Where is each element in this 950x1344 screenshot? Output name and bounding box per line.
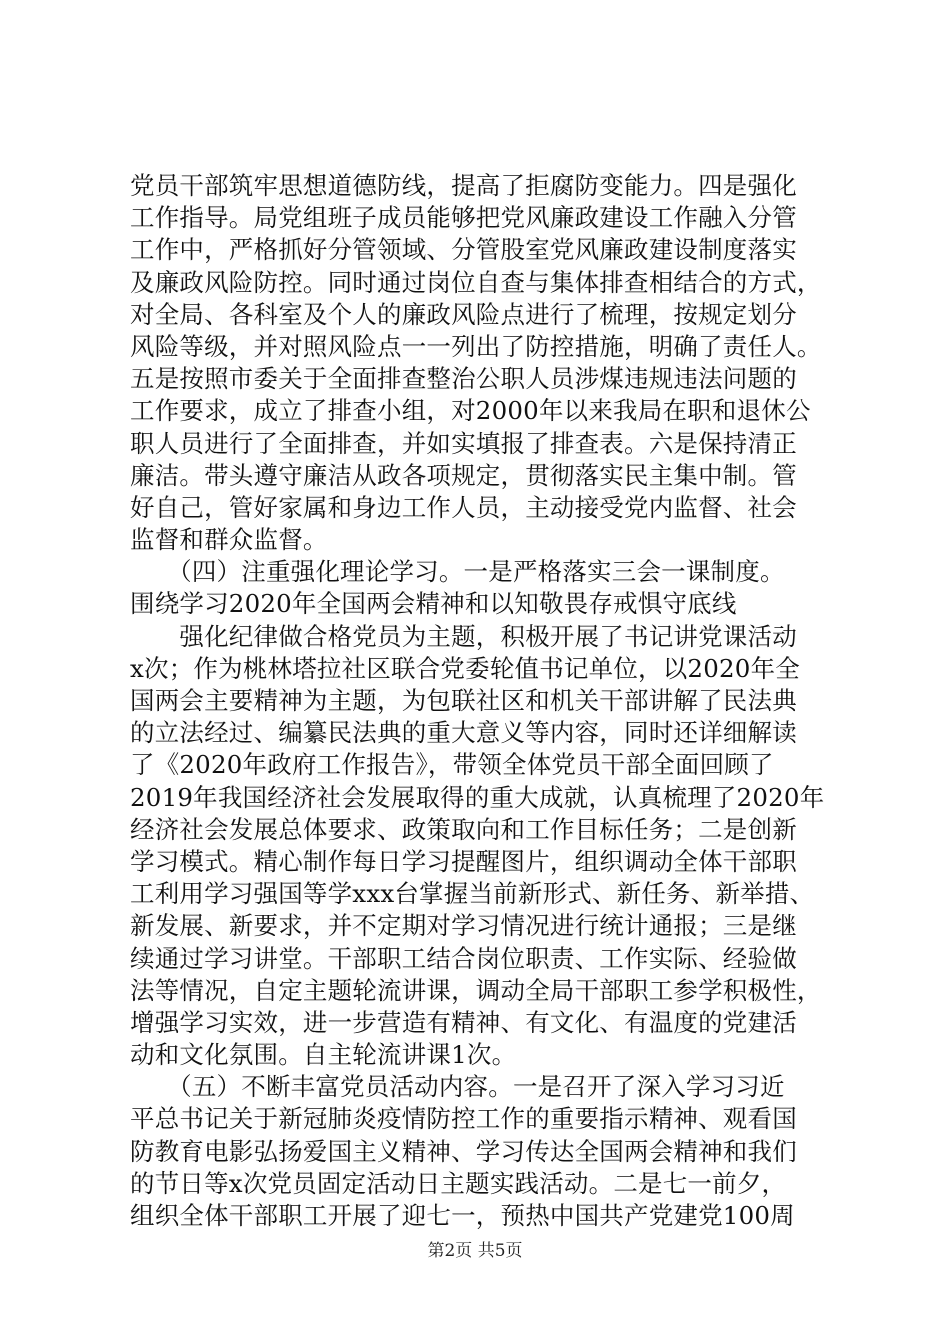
text-line: 法等情况，自定主题轮流讲课，调动全局干部职工参学积极性， [130,975,822,1005]
section-heading-line: （四）注重强化理论学习。一是严格落实三会一课制度。 [130,557,785,587]
text-line: 动和文化氛围。自主轮流讲课1次。 [130,1040,517,1070]
text-line: 围绕学习2020年全国两会精神和以知敬畏存戒惧守底线 [130,589,737,619]
text-line: 新发展、新要求，并不定期对学习情况进行统计通报；三是继 [130,911,797,941]
text-line: 学习模式。精心制作每日学习提醒图片，组织调动全体干部职 [130,846,797,876]
text-line: 及廉政风险防控。同时通过岗位自查与集体排查相结合的方式， [130,267,822,297]
text-line: 经济社会发展总体要求、政策取向和工作目标任务；二是创新 [130,814,797,844]
text-line: 强化纪律做合格党员为主题，积极开展了书记讲党课活动 [130,621,797,651]
page-footer [0,1240,950,1262]
text-line: 增强学习实效，进一步营造有精神、有文化、有温度的党建活 [130,1007,797,1037]
text-line: 廉洁。带头遵守廉洁从政各项规定，贯彻落实民主集中制。管 [130,460,797,490]
text-line: 监督和群众监督。 [130,525,328,555]
document-body [130,170,830,1232]
text-line: 国两会主要精神为主题，为包联社区和机关干部讲解了民法典 [130,686,797,715]
text-line: 职人员进行了全面排查，并如实填报了排查表。六是保持清正 [130,428,797,458]
text-line: 平总书记关于新冠肺炎疫情防控工作的重要指示精神、观看国 [130,1104,797,1134]
text-line: 五是按照市委关于全面排查整治公职人员涉煤违规违法问题的 [130,364,797,394]
text-line: 党员干部筑牢思想道德防线，提高了拒腐防变能力。四是强化 [130,171,797,200]
text-line: 的节日等x次党员固定活动日主题实践活动。二是七一前夕， [130,1168,787,1198]
text-line: 组织全体干部职工开展了迎七一，预热中国共产党建党100周 [130,1201,795,1230]
text-line: 风险等级，并对照风险点一一列出了防控措施，明确了责任人。 [130,331,822,361]
text-line: 好自己，管好家属和身边工作人员，主动接受党内监督、社会 [130,492,797,522]
section-heading-line: （五）不断丰富党员活动内容。一是召开了深入学习习近 [130,1072,785,1102]
text-line: 对全局、各科室及个人的廉政风险点进行了梳理，按规定划分 [130,299,797,329]
text-line: 2019年我国经济社会发展取得的重大成就，认真梳理了2020年 [130,782,825,812]
text-line: x次；作为桃林塔拉社区联合党委轮值书记单位，以2020年全 [130,653,800,683]
text-line: 了《2020年政府工作报告》，带领全体党员干部全面回顾了 [130,750,774,780]
text-line: 工利用学习强国等学xxx台掌握当前新形式、新任务、新举措、 [130,879,815,909]
text-line: 续通过学习讲堂。干部职工结合岗位职责、工作实际、经验做 [130,943,797,973]
text-line: 的立法经过、编纂民法典的重大意义等内容，同时还详细解读 [130,718,797,748]
text-line: 工作要求，成立了排查小组，对2000年以来我局在职和退休公 [130,396,811,426]
text-line: 工作中，严格抓好分管领域、分管股室党风廉政建设制度落实 [130,235,797,265]
page-indicator: 第2页 共5页 [427,1241,523,1261]
text-line: 防教育电影弘扬爱国主义精神、学习传达全国两会精神和我们 [130,1136,797,1166]
text-line: 工作指导。局党组班子成员能够把党风廉政建设工作融入分管 [130,203,797,233]
